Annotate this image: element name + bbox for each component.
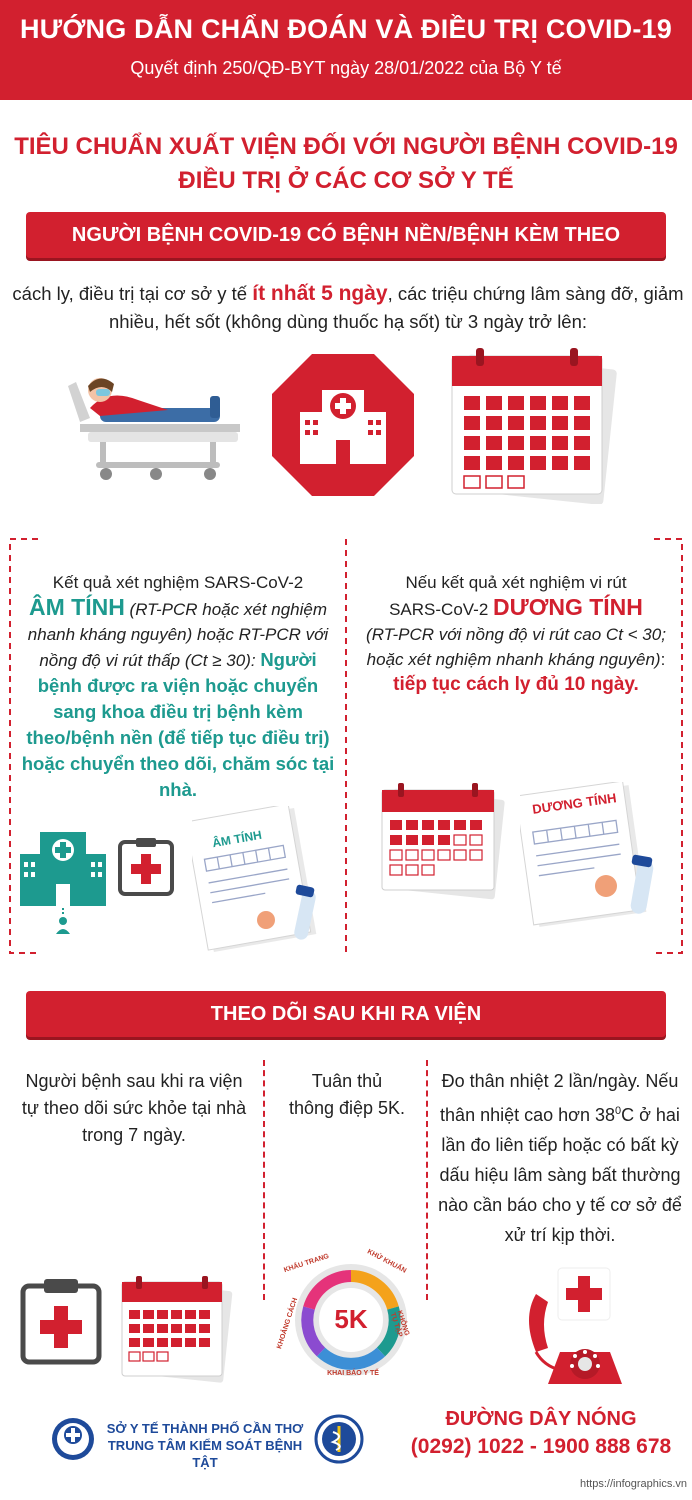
col3-text (438, 1066, 682, 1250)
left-panel-text (20, 570, 336, 803)
main-title-line2: ĐIỀU TRỊ Ở CÁC CƠ SỞ Y TẾ (178, 167, 514, 194)
col2-text: Tuân thủ thông điệp 5K. (288, 1071, 406, 1118)
source-link[interactable]: https://infographics.vn (580, 1478, 688, 1490)
emergency-phone-icon (518, 1266, 638, 1394)
section1-banner: NGƯỜI BỆNH COVID-19 CÓ BỆNH NỀN/BỆNH KÈM THEO (26, 212, 666, 258)
col3-text-b: C ở hai lần đo liên tiếp hoặc có bất kỳ dấu hiệu lâm sàng bất thường nào cần báo cho y tế cơ sở để xử trí kịp thời. (438, 1105, 682, 1245)
header-subtitle: Quyết định 250/QĐ-BYT ngày 28/01/2022 của Bộ Y tế (130, 58, 562, 78)
calendar-icon (448, 344, 618, 504)
five-k-declare: KHAI BÁO Y TẾ (327, 1370, 379, 1377)
header-title: HƯỚNG DẪN CHẨN ĐOÁN VÀ ĐIỀU TRỊ COVID-19 (20, 14, 672, 44)
calendar-bottom-icon (118, 1274, 236, 1384)
hotline-numbers: (0292) 1022 - 1900 888 678 (410, 1435, 672, 1458)
right-highlight: tiếp tục cách ly đủ 10 ngày. (393, 674, 639, 695)
col1-text: Người bệnh sau khi ra viện tự theo dõi sức khỏe tại nhà trong 7 ngày. (21, 1071, 247, 1145)
calendar-small-icon (378, 780, 508, 900)
right-line3: (RT-PCR với nồng độ vi rút cao Ct < 30; hoặc xét nghiệm nhanh kháng nguyên) (366, 625, 666, 669)
right-line1: Nếu kết quả xét nghiệm vi rút (405, 573, 627, 592)
five-k-wheel (276, 1248, 419, 1390)
five-k-center: 5K (334, 1304, 368, 1334)
col3-degree: 0 (614, 1105, 622, 1117)
section1-intro (12, 280, 684, 336)
negative-test-doc-icon (192, 806, 332, 956)
section2-banner: THEO DÕI SAU KHI RA VIỆN (26, 991, 666, 1037)
cdc-logo (50, 1416, 96, 1462)
intro-highlight: ít nhất 5 ngày (252, 282, 388, 305)
footer-org2: TRUNG TÂM KIỂM SOÁT BỆNH TẬT (107, 1438, 303, 1470)
left-line1: Kết quả xét nghiệm SARS-CoV-2 (52, 573, 304, 592)
right-panel-text (360, 570, 672, 697)
five-k-no-gathering: KHÔNG TỤ TẬP (388, 1309, 411, 1339)
col3-text-a: Đo thân nhiệt 2 lần/ngày. Nếu thân nhiệt cao hơn 38 (440, 1071, 679, 1125)
negative-label: ÂM TÍNH (28, 594, 125, 620)
clinic-icon (18, 828, 108, 938)
intro-text-a: cách ly, điều trị tại cơ sở y tế (12, 283, 253, 304)
footer-org (100, 1420, 310, 1471)
cdc-logo-text: CDC (65, 1448, 81, 1455)
main-title (0, 130, 692, 198)
clipboard-large-icon (20, 1276, 102, 1366)
right-line2: SARS-CoV-2 (389, 600, 494, 619)
left-highlight: Người bệnh được ra viện hoặc chuyển sang khoa điều trị bệnh kèm theo/bệnh nền (để tiếp tục điều trị) hoặc chuyển theo dõi, chăm sóc tại nhà. (21, 649, 335, 800)
patient-bed-icon (60, 356, 250, 496)
hospital-icon (268, 350, 418, 500)
hotline-block (396, 1408, 686, 1459)
five-k-distance: KHOẢNG CÁCH (276, 1297, 300, 1350)
health-emblem-logo (314, 1414, 364, 1464)
intro-text-b: , các triệu chứng lâm sàng đỡ, giảm nhiều, hết sốt (không dùng thuốc hạ sốt) từ 3 ngày trở lên: (108, 283, 684, 332)
five-k-mask: KHẨU TRANG (283, 1252, 330, 1275)
negative-doc-label: ÂM TÍNH (211, 827, 263, 851)
five-k-disinfect: KHỬ KHUẨN (365, 1248, 408, 1275)
right-colon: : (660, 650, 666, 669)
main-title-line1: TIÊU CHUẨN XUẤT VIỆN ĐỐI VỚI NGƯỜI BỆNH COVID-19 (14, 133, 678, 160)
positive-label: DƯƠNG TÍNH (493, 594, 643, 620)
left-line2: (RT-PCR hoặc xét nghiệm nhanh kháng nguyên) hoặc RT-PCR với nồng độ vi rút thấp (Ct ≥ 30): (27, 600, 329, 670)
footer-org1: SỞ Y TẾ THÀNH PHỐ CẦN THƠ (106, 1421, 304, 1436)
clipboard-icon (118, 836, 178, 896)
positive-doc-label: DƯƠNG TÍNH (531, 790, 618, 817)
column-divider-1 (263, 1060, 265, 1300)
column-divider-2 (426, 1060, 428, 1300)
hotline-title: ĐƯỜNG DÂY NÓNG (445, 1408, 637, 1430)
header (0, 0, 692, 100)
